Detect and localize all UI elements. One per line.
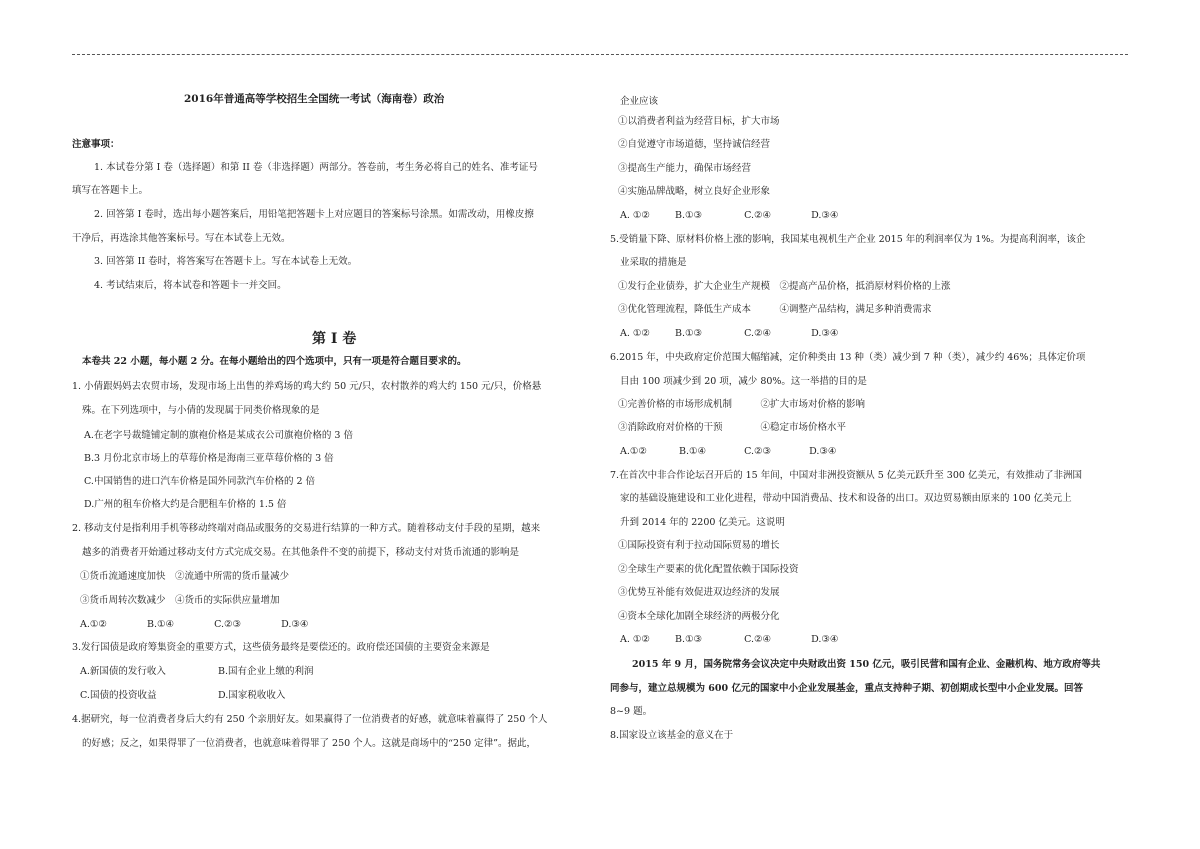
choice-c: C.②④ (744, 328, 772, 339)
statement-line: ①以消费者利益为经营目标，扩大市场 (618, 116, 780, 127)
statement-line: ④资本全球化加剧全球经济的两极分化 (618, 611, 780, 622)
statement-line: ③提高生产能力，确保市场经营 (618, 163, 752, 174)
passage-line: 2015 年 9 月，国务院常务会议决定中央财政出资 150 亿元，吸引民营和国有企业、金融机构、地方政府等共 (632, 659, 1101, 670)
section-title: 第 I 卷 (312, 331, 357, 347)
passage-line: 8~9 题。 (610, 706, 653, 717)
question-line: 业采取的措施是 (620, 257, 687, 268)
choice-d: D.③④ (811, 328, 839, 339)
question-line: 4.据研究，每一位消费者身后大约有 250 个亲朋好友。如果赢得了一位消费者的好感，就意味着赢得了 250 个人 (72, 714, 548, 725)
question-line: 6.2015 年，中央政府定价范围大幅缩减，定价种类由 13 种（类）减少到 7 种（类），减少约 46%；具体定价项 (610, 352, 1086, 363)
option-b: B.国有企业上缴的利润 (218, 666, 314, 677)
option-d: D.国家税收收入 (218, 690, 286, 701)
answer-choices-q2 (80, 618, 345, 632)
notice-item: 3. 回答第 II 卷时，将答案写在答题卡上。写在本试卷上无效。 (94, 256, 358, 267)
top-dashed-rule (72, 54, 1128, 55)
statement-line: ②全球生产要素的优化配置依赖于国际投资 (618, 564, 799, 575)
option-line: A.在老字号裁缝铺定制的旗袍价格是某成衣公司旗袍价格的 3 倍 (84, 430, 353, 441)
choice-a: A.①② (620, 446, 647, 457)
choice-b: B.①③ (675, 210, 703, 221)
statement-line: ③货币周转次数减少 ④货币的实际供应量增加 (80, 595, 280, 606)
statement-line: ①完善价格的市场形成机制 ②扩大市场对价格的影响 (618, 399, 866, 410)
option-line: B.3 月份北京市场上的草莓价格是海南三亚草莓价格的 3 倍 (84, 453, 334, 464)
choice-a: A. ①② (620, 634, 650, 645)
page-title: 2016年普通高等学校招生全国统一考试（海南卷）政治 (184, 93, 445, 105)
question-line: 的好感；反之，如果得罪了一位消费者，也就意味着得罪了 250 个人。这就是商场中的“250 定律”。据此， (82, 738, 537, 749)
statement-line: ①货币流通速度加快 ②流通中所需的货币量减少 (80, 571, 290, 582)
section-instructions: 本卷共 22 小题，每小题 2 分。在每小题给出的四个选项中，只有一项是符合题目要求的。 (82, 356, 467, 367)
choice-c: C.②④ (744, 634, 772, 645)
choice-c: C.②④ (744, 210, 772, 221)
choice-d: D.③④ (811, 210, 839, 221)
notice-item: 填写在答题卡上。 (72, 185, 149, 196)
choice-b: B.①④ (679, 446, 707, 457)
statement-line: ①国际投资有利于拉动国际贸易的增长 (618, 540, 780, 551)
statement-line: ①发行企业债券，扩大企业生产规模 ②提高产品价格，抵消原材料价格的上涨 (618, 281, 951, 292)
choice-a: A.①② (80, 619, 107, 630)
answer-choices-q7 (620, 633, 838, 647)
choice-b: B.①③ (675, 328, 703, 339)
choice-d: D.③④ (809, 446, 837, 457)
answer-choices-q4 (620, 209, 838, 223)
notice-item: 2. 回答第 I 卷时，选出每小题答案后，用铅笔把答题卡上对应题目的答案标号涂黑。如需改动，用橡皮擦 (94, 209, 534, 220)
question-line: 家的基础设施建设和工业化进程，带动中国消费品、技术和设备的出口。双边贸易额由原来的 100 亿美元上 (620, 493, 1072, 504)
passage-line: 同参与，建立总规模为 600 亿元的国家中小企业发展基金，重点支持种子期、初创期成长型中小企业发展。回答 (610, 683, 1083, 694)
option-a: A.新国债的发行收入 (80, 666, 166, 677)
notice-item: 1. 本试卷分第 I 卷（选择题）和第 II 卷（非选择题）两部分。答卷前，考生务必将自己的姓名、准考证号 (94, 162, 538, 173)
choice-b: B.①④ (147, 619, 175, 630)
choice-b: B.①③ (675, 634, 703, 645)
notice-item: 4. 考试结束后，将本试卷和答题卡一并交回。 (94, 280, 287, 291)
question-line: 企业应该 (620, 96, 659, 107)
choice-d: D.③④ (811, 634, 839, 645)
notice-item: 干净后，再选涂其他答案标号。写在本试卷上无效。 (72, 233, 291, 244)
choice-a: A. ①② (620, 210, 650, 221)
notice-heading: 注意事项： (72, 139, 120, 150)
option-line: D.广州的租车价格大约是合肥租车价格的 1.5 倍 (84, 499, 287, 510)
question-line: 7.在首次中非合作论坛召开后的 15 年间，中国对非洲投资额从 5 亿美元跃升至 300 亿美元，有效推动了非洲国 (610, 470, 1082, 481)
answer-choices-q6 (620, 445, 836, 459)
answer-options-q3-row1 (80, 665, 314, 679)
choice-a: A. ①② (620, 328, 650, 339)
question-line: 殊。在下列选项中，与小倩的发现属于同类价格现象的是 (82, 405, 320, 416)
statement-line: ③优化管理流程，降低生产成本 ④调整产品结构，满足多种消费需求 (618, 304, 932, 315)
option-line: C.中国销售的进口汽车价格是国外同款汽车价格的 2 倍 (84, 476, 316, 487)
question-line: 1. 小倩跟妈妈去农贸市场，发现市场上出售的养鸡场的鸡大约 50 元/只，农村散养的鸡大约 150 元/只，价格悬 (72, 381, 542, 392)
question-line: 2. 移动支付是指利用手机等移动终端对商品或服务的交易进行结算的一种方式。随着移动支付手段的星期，越来 (72, 523, 541, 534)
answer-options-q3-row2 (80, 689, 285, 703)
choice-c: C.②③ (214, 619, 242, 630)
question-line: 3.发行国债是政府筹集资金的重要方式，这些债务最终是要偿还的。政府偿还国债的主要资金来源是 (72, 642, 490, 653)
question-line: 越多的消费者开始通过移动支付方式完成交易。在其他条件不变的前提下，移动支付对货币流通的影响是 (82, 547, 520, 558)
choice-d: D.③④ (281, 619, 309, 630)
statement-line: ③消除政府对价格的干预 ④稳定市场价格水平 (618, 422, 847, 433)
question-line: 8.国家设立该基金的意义在于 (610, 730, 734, 741)
statement-line: ④实施品牌战略，树立良好企业形象 (618, 186, 771, 197)
question-line: 5.受销量下降、原材料价格上涨的影响，我国某电视机生产企业 2015 年的利润率仅为 1%。为提高利润率，该企 (610, 234, 1086, 245)
statement-line: ③优势互补能有效促进双边经济的发展 (618, 587, 780, 598)
question-line: 升到 2014 年的 2200 亿美元。这说明 (620, 517, 785, 528)
option-c: C.国债的投资收益 (80, 690, 157, 701)
choice-c: C.②③ (744, 446, 772, 457)
question-line: 目由 100 项减少到 20 项，减少 80%。这一举措的目的是 (620, 376, 867, 387)
answer-choices-q5 (620, 327, 838, 341)
statement-line: ②自觉遵守市场道德，坚持诚信经营 (618, 139, 771, 150)
